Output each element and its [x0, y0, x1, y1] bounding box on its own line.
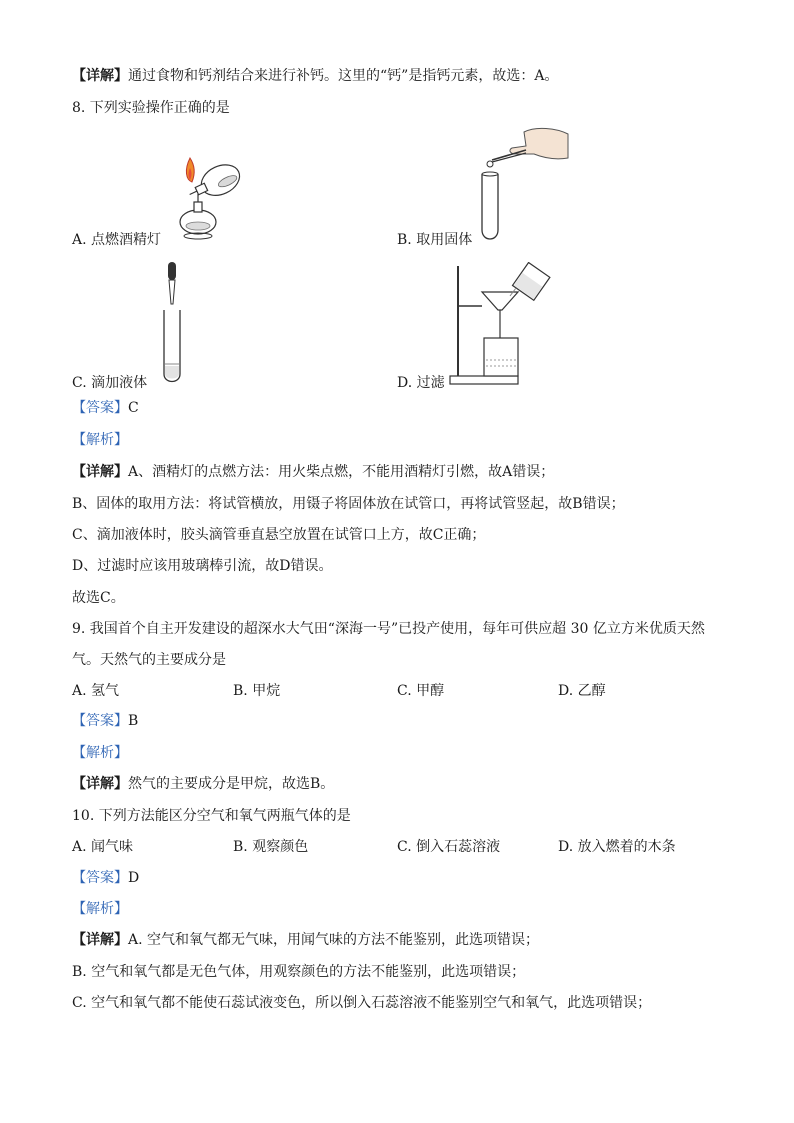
q10-answer: D: [128, 870, 140, 886]
q7-detail-text: 通过食物和钙剂结合来进行补钙。这里的“钙”是指钙元素，故选：A。: [128, 68, 559, 84]
q9-option-d: D. 乙醇: [558, 683, 606, 699]
q10-detail-c: C. 空气和氧气都不能使石蕊试液变色，所以倒入石蕊溶液不能鉴别空气和氧气，此选项错误；: [72, 995, 652, 1011]
q8-option-d: D. 过滤: [397, 375, 445, 391]
dropper-figure: [158, 258, 188, 386]
answer-tag: 【答案】: [72, 713, 128, 729]
detail-tag: 【详解】: [72, 464, 128, 480]
detail-tag: 【详解】: [72, 68, 128, 84]
q8-detail-b: B、固体的取用方法：将试管横放，用镊子将固体放在试管口，再将试管竖起，故B错误；: [72, 496, 625, 512]
q8-detail-a-line: [72, 462, 554, 482]
q9-stem-line2: 气。天然气的主要成分是: [72, 652, 226, 668]
q10-option-a: A. 闻气味: [72, 839, 134, 855]
q8-answer: C: [128, 400, 139, 416]
q10-stem: 10. 下列方法能区分空气和氧气两瓶气体的是: [72, 808, 351, 824]
q8-analysis-tag: 【解析】: [72, 432, 128, 448]
q8-option-a: A. 点燃酒精灯: [72, 232, 162, 248]
answer-tag: 【答案】: [72, 870, 128, 886]
q8-option-c: C. 滴加液体: [72, 375, 148, 391]
detail-tag: 【详解】: [72, 932, 128, 948]
q8-answer-line: [72, 398, 139, 418]
q10-answer-line: [72, 868, 139, 888]
q9-stem-line1: 9. 我国首个自主开发建设的超深水大气田“深海一号”已投产使用，每年可供应超 30 亿立方米优质天然: [72, 621, 705, 637]
alcohol-lamp-figure: [176, 150, 246, 242]
q9-option-c: C. 甲醇: [397, 683, 445, 699]
q10-detail-b: B. 空气和氧气都是无色气体，用观察颜色的方法不能鉴别，此选项错误；: [72, 964, 526, 980]
q8-detail-d: D、过滤时应该用玻璃棒引流，故D错误。: [72, 558, 333, 574]
q9-option-a: A. 氢气: [72, 683, 120, 699]
q10-option-b: B. 观察颜色: [233, 839, 309, 855]
q10-detail-a: A. 空气和氧气都无气味，用闻气味的方法不能鉴别，此选项错误；: [128, 932, 540, 948]
q7-detail-line: [72, 66, 558, 86]
q9-analysis-tag: 【解析】: [72, 745, 128, 761]
q9-answer-line: [72, 711, 138, 731]
answer-tag: 【答案】: [72, 400, 128, 416]
q9-detail: 然气的主要成分是甲烷，故选B。: [128, 776, 335, 792]
detail-tag: 【详解】: [72, 776, 128, 792]
q10-option-d: D. 放入燃着的木条: [558, 839, 676, 855]
solid-tweezer-figure: [476, 124, 572, 244]
q8-stem: 8. 下列实验操作正确的是: [72, 100, 230, 116]
q10-detail-a-line: [72, 930, 539, 950]
q10-analysis-tag: 【解析】: [72, 901, 128, 917]
q8-option-b: B. 取用固体: [397, 232, 473, 248]
filtration-figure: [446, 262, 556, 386]
q9-detail-line: [72, 774, 334, 794]
q8-detail-a: A、酒精灯的点燃方法：用火柴点燃，不能用酒精灯引燃，故A错误；: [128, 464, 555, 480]
q10-option-c: C. 倒入石蕊溶液: [397, 839, 501, 855]
q8-detail-c: C、滴加液体时，胶头滴管垂直悬空放置在试管口上方，故C正确；: [72, 527, 486, 543]
q9-option-b: B. 甲烷: [233, 683, 281, 699]
q8-conclusion: 故选C。: [72, 590, 125, 606]
q9-answer: B: [128, 713, 139, 729]
